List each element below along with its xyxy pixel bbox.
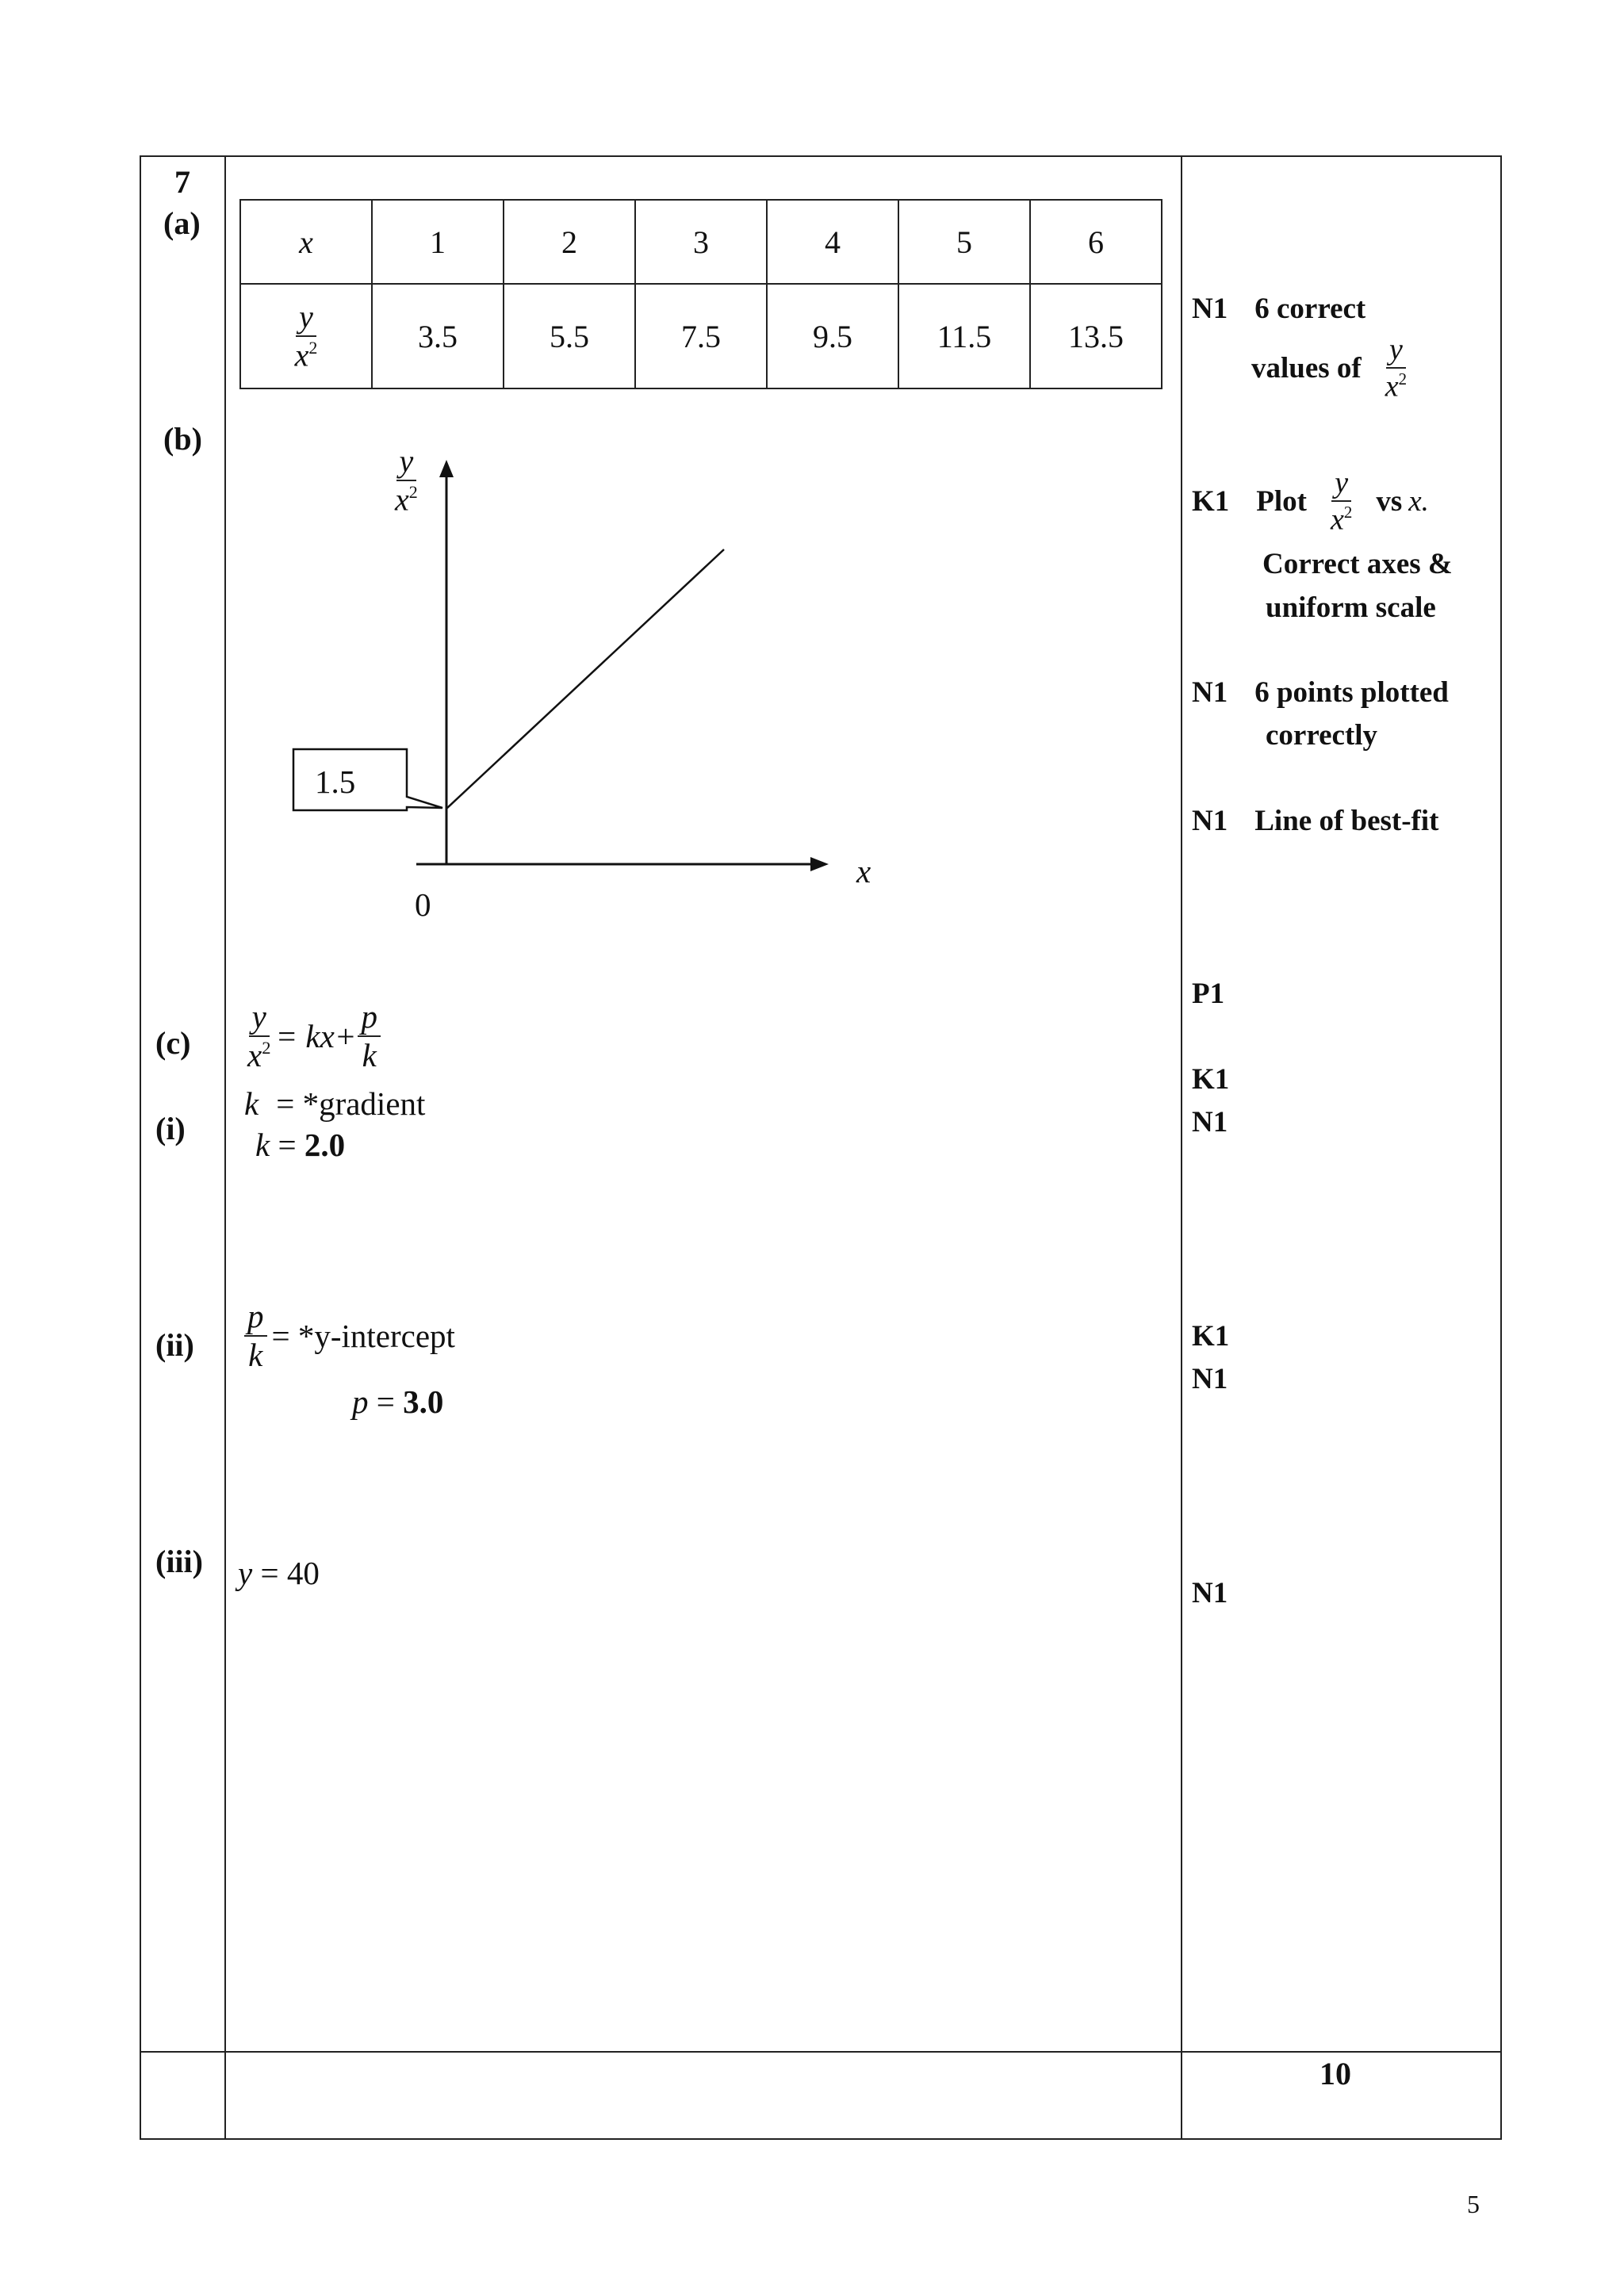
page-number: 5 [1467, 2190, 1480, 2218]
equation-line: $\frac{y}{x^2}$ = kx+ $\frac{p}{k}$ [244, 1001, 381, 1072]
total-row-divider [140, 2051, 1502, 2053]
table-cell: 9.5 [767, 284, 898, 388]
column-divider-2 [1181, 155, 1182, 2140]
mark-b2: N1 6 points plotted [1192, 676, 1449, 709]
table-cell: 1 [372, 200, 504, 284]
table-cell: 2 [504, 200, 635, 284]
mark-b1-line2: Correct axes & [1262, 548, 1453, 580]
best-fit-line [446, 549, 724, 809]
table-cell: 4 [767, 200, 898, 284]
y-axis-label: $\frac{y}{x^2}$ [395, 443, 418, 518]
p-result-line: p = 3.0 [352, 1383, 444, 1420]
p-over-k-line: $\frac{p}{k}$ = *y-intercept [244, 1300, 455, 1372]
part-iii-label: (iii) [155, 1544, 203, 1579]
table-cell: 13.5 [1030, 284, 1162, 388]
frame-right [1500, 155, 1502, 2140]
mark-ci-2: N1 [1192, 1106, 1228, 1138]
mark-b1-line3: uniform scale [1266, 591, 1436, 624]
part-i-label: (i) [155, 1111, 186, 1146]
frame-bottom [140, 2138, 1502, 2140]
table-cell: 3.5 [372, 284, 504, 388]
question-number: 7 [174, 164, 190, 200]
part-a-label: (a) [163, 205, 201, 241]
table-cell: 3 [635, 200, 767, 284]
frame-top [140, 155, 1502, 157]
total-marks: 10 [1320, 2056, 1351, 2091]
table-header-x: x [240, 200, 372, 284]
table-cell: 11.5 [898, 284, 1030, 388]
mark-a1-line2: values of $\frac{y}{x^2}$ [1251, 333, 1408, 404]
table-row-y [240, 284, 1162, 388]
mark-a1: N1 6 correct [1192, 293, 1366, 325]
y-axis-arrow [439, 460, 454, 477]
sketch-graph [238, 444, 952, 920]
mark-ci-1: K1 [1192, 1063, 1230, 1096]
k-result-line: k = 2.0 [255, 1127, 346, 1163]
y-result-line: y = 40 [238, 1555, 320, 1591]
mark-ciii: N1 [1192, 1577, 1228, 1609]
mark-cii-2: N1 [1192, 1363, 1228, 1395]
values-table [239, 199, 1162, 389]
table-cell: 6 [1030, 200, 1162, 284]
mark-b1: K1 Plot $\frac{y}{x^2}$ vs x. [1192, 466, 1429, 537]
table-cell: 7.5 [635, 284, 767, 388]
table-cell: 5.5 [504, 284, 635, 388]
frame-left [140, 155, 141, 2140]
origin-label: 0 [415, 886, 431, 923]
table-cell: 5 [898, 200, 1030, 284]
x-axis-arrow [810, 857, 829, 871]
part-ii-label: (ii) [155, 1327, 194, 1363]
part-c-label: (c) [155, 1025, 191, 1061]
mark-cii-1: K1 [1192, 1320, 1230, 1353]
mark-b3: N1 Line of best-fit [1192, 805, 1439, 837]
table-row-x [240, 200, 1162, 284]
table-header-y-over-x2: $\frac{y}{x^2}$ [240, 284, 372, 388]
part-b-label: (b) [163, 421, 202, 457]
mark-c: P1 [1192, 978, 1225, 1010]
column-divider-1 [224, 155, 226, 2140]
intercept-callout-label: 1.5 [315, 763, 356, 800]
mark-b2-line2: correctly [1266, 719, 1378, 752]
k-gradient-line: k = *gradient [244, 1085, 426, 1122]
x-axis-label: x [856, 853, 871, 890]
